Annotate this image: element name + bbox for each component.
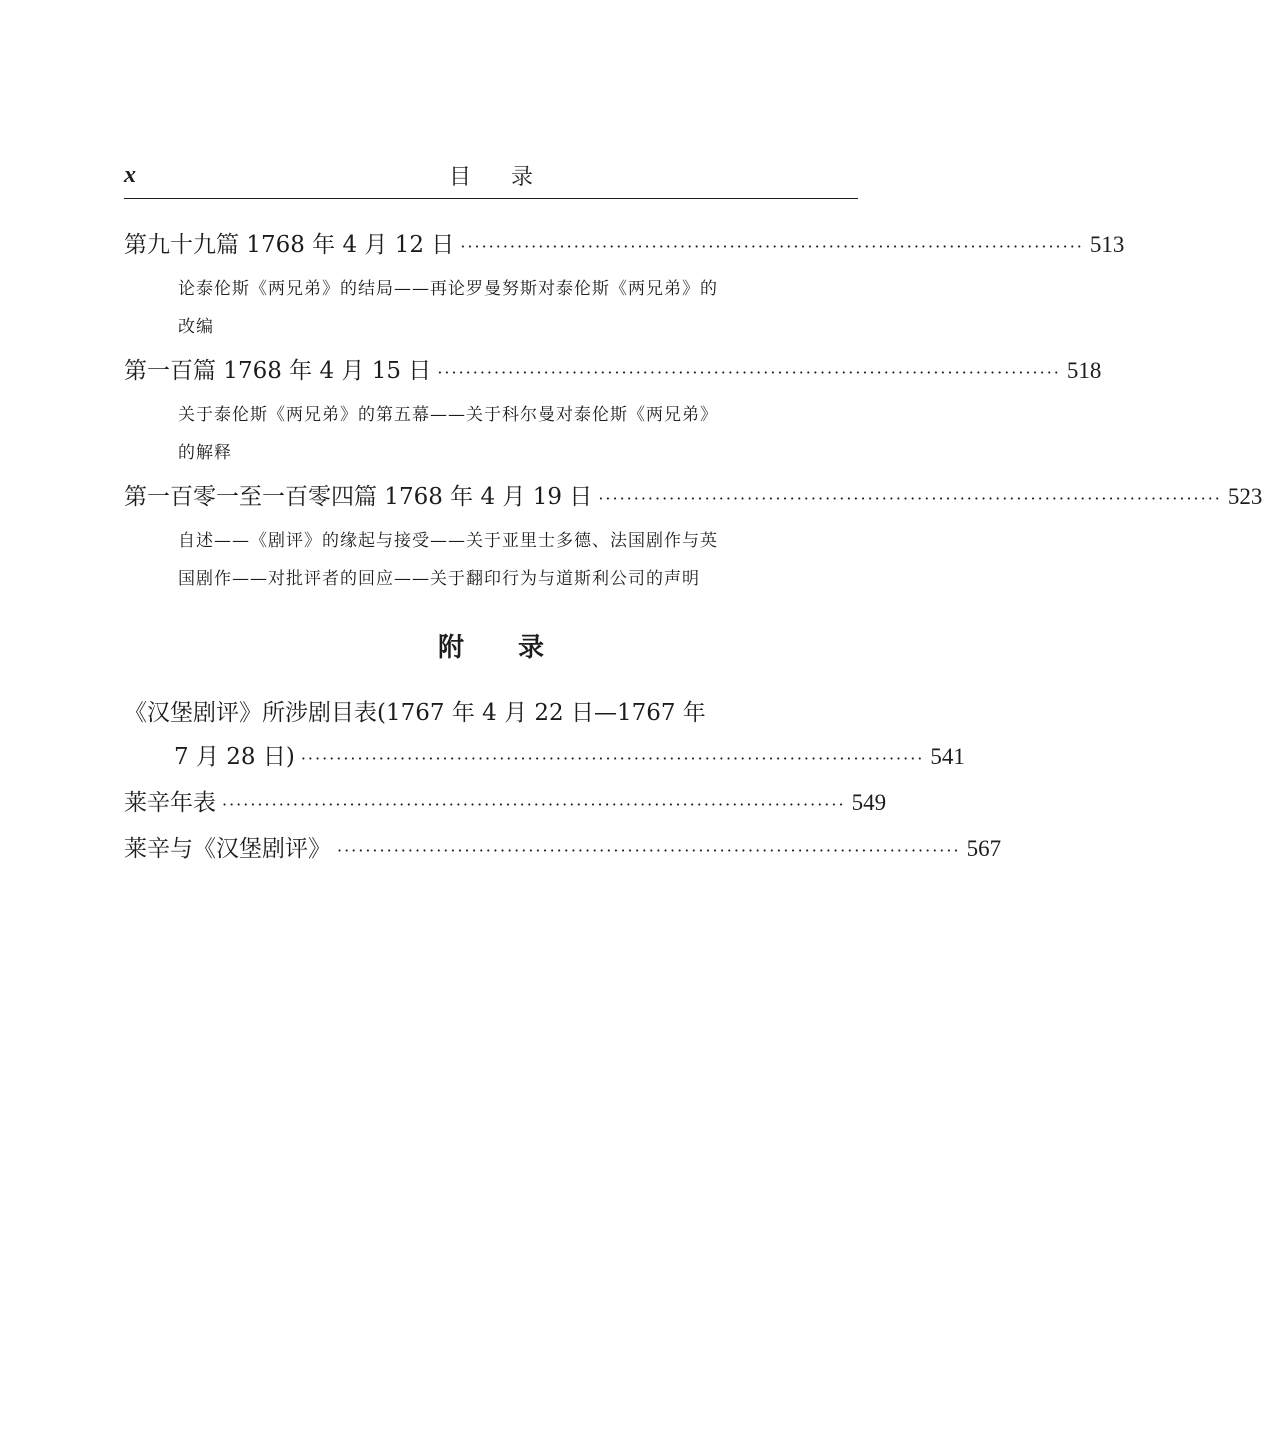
entry-summary-line: 论泰伦斯《两兄弟》的结局——再论罗曼努斯对泰伦斯《两兄弟》的 xyxy=(178,279,718,299)
dot-leader: ························································································ xyxy=(222,795,846,814)
entry-page: 567 xyxy=(966,836,1002,861)
page-number: x xyxy=(124,162,136,188)
entry-title: 第一百篇 1768 年 4 月 15 日 xyxy=(124,358,432,384)
entry-page: 541 xyxy=(930,744,965,769)
toc-entry[interactable] xyxy=(124,352,1102,386)
entry-summary-line: 自述——《剧评》的缘起与接受——关于亚里士多德、法国剧作与英 xyxy=(178,531,718,551)
entry-summary-line: 关于泰伦斯《两兄弟》的第五幕——关于科尔曼对泰伦斯《两兄弟》 xyxy=(178,405,718,425)
toc-entry[interactable] xyxy=(124,784,887,818)
dot-leader: ························································································ xyxy=(437,363,1061,382)
running-title: 目录 xyxy=(448,165,573,190)
entry-summary-line: 改编 xyxy=(178,317,214,337)
dot-leader: ························································································ xyxy=(598,489,1222,508)
entry-page: 518 xyxy=(1066,358,1102,383)
dot-leader: ························································································ xyxy=(337,841,961,860)
entry-page: 549 xyxy=(851,790,887,815)
header-rule xyxy=(124,198,858,199)
toc-entry[interactable] xyxy=(174,738,965,772)
dot-leader: ························································································ xyxy=(300,749,925,768)
toc-entry[interactable] xyxy=(124,226,1125,260)
appendix-heading: 附录 xyxy=(437,633,598,663)
entry-summary-line: 国剧作——对批评者的回应——关于翻印行为与道斯利公司的声明 xyxy=(178,569,700,589)
entry-title: 莱辛年表 xyxy=(124,790,216,816)
entry-title: 第一百零一至一百零四篇 1768 年 4 月 19 日 xyxy=(124,484,593,510)
toc-entry[interactable] xyxy=(124,478,1262,512)
entry-title: 第九十九篇 1768 年 4 月 12 日 xyxy=(124,232,455,258)
entry-title: 7 月 28 日) xyxy=(174,744,295,770)
entry-page: 523 xyxy=(1227,484,1262,509)
dot-leader: ························································································ xyxy=(460,237,1084,256)
appendix-item-title-line1[interactable]: 《汉堡剧评》所涉剧目表(1767 年 4 月 22 日—1767 年 xyxy=(124,700,706,726)
entry-title: 莱辛与《汉堡剧评》 xyxy=(124,836,331,862)
running-header xyxy=(124,160,858,196)
toc-entry[interactable] xyxy=(124,830,1002,864)
entry-page: 513 xyxy=(1089,232,1125,257)
entry-summary-line: 的解释 xyxy=(178,443,232,463)
